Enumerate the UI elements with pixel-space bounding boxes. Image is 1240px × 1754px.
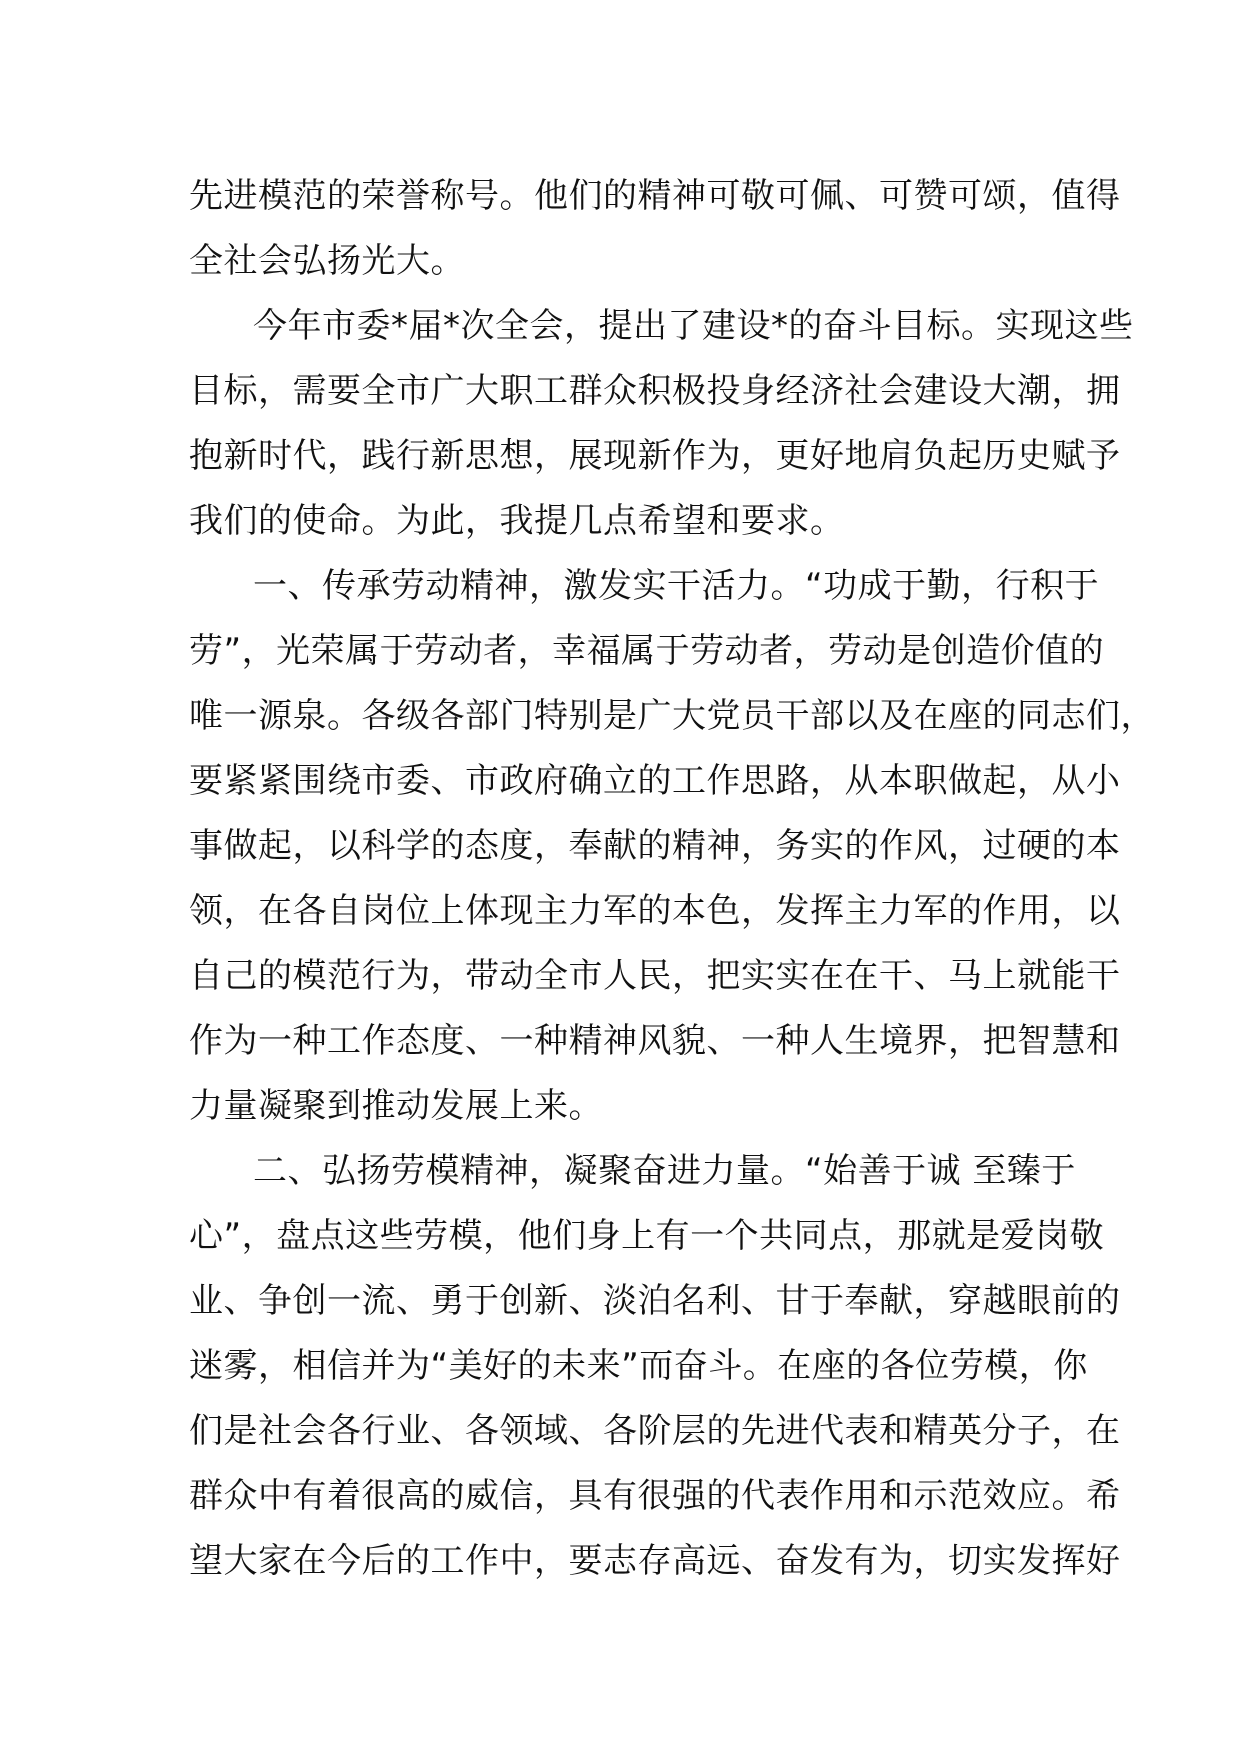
text-line: 抱新时代，践行新思想，展现新作为，更好地肩负起历史赋予	[189, 436, 1121, 476]
text-line: 全社会弘扬光大。	[189, 241, 465, 281]
text-line: 先进模范的荣誉称号。他们的精神可敬可佩、可赞可颂，值得	[189, 176, 1121, 216]
text-line: 领，在各自岗位上体现主力军的本色，发挥主力军的作用，以	[189, 891, 1121, 931]
text-line: 二、弘扬劳模精神，凝聚奋进力量。“始善于诚 至臻于	[253, 1151, 1076, 1191]
text-line: 力量凝聚到推动发展上来。	[189, 1086, 603, 1126]
text-line: 要紧紧围绕市委、市政府确立的工作思路，从本职做起，从小	[189, 761, 1121, 801]
text-line: 唯一源泉。各级各部门特别是广大党员干部以及在座的同志们，	[189, 696, 1155, 736]
text-line: 劳”，光荣属于劳动者，幸福属于劳动者，劳动是创造价值的	[189, 631, 1105, 671]
text-line: 群众中有着很高的威信，具有很强的代表作用和示范效应。希	[189, 1476, 1121, 1516]
text-line: 今年市委*届*次全会，提出了建设*的奋斗目标。实现这些	[253, 306, 1134, 346]
text-line: 我们的使命。为此，我提几点希望和要求。	[189, 501, 845, 541]
text-line: 望大家在今后的工作中，要志存高远、奋发有为，切实发挥好	[189, 1541, 1121, 1581]
text-line: 目标，需要全市广大职工群众积极投身经济社会建设大潮，拥	[189, 371, 1121, 411]
text-line: 一、传承劳动精神，激发实干活力。“功成于勤，行积于	[253, 566, 1100, 606]
text-line: 迷雾，相信并为“美好的未来”而奋斗。在座的各位劳模，你	[189, 1346, 1088, 1386]
text-line: 业、争创一流、勇于创新、淡泊名利、甘于奉献，穿越眼前的	[189, 1281, 1121, 1321]
document-body	[189, 164, 1155, 1594]
text-line: 心”，盘点这些劳模，他们身上有一个共同点，那就是爱岗敬	[189, 1216, 1105, 1256]
text-line: 作为一种工作态度、一种精神风貌、一种人生境界，把智慧和	[189, 1021, 1121, 1061]
text-line: 事做起，以科学的态度，奉献的精神，务实的作风，过硬的本	[189, 826, 1121, 866]
text-line: 自己的模范行为，带动全市人民，把实实在在干、马上就能干	[189, 956, 1121, 996]
text-line: 们是社会各行业、各领域、各阶层的先进代表和精英分子，在	[189, 1411, 1121, 1451]
